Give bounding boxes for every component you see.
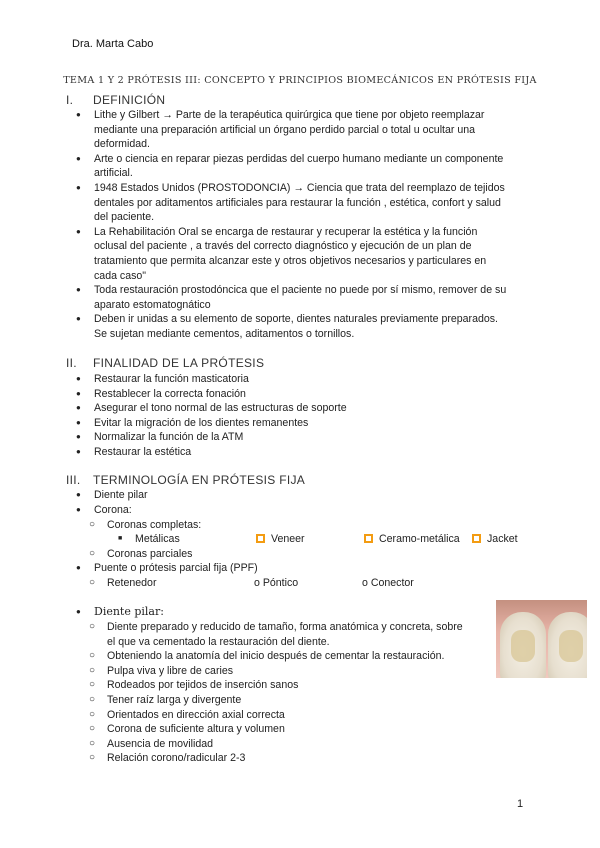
list-item: ○ Corona de suficiente altura y volumen <box>89 722 489 737</box>
checkbox-icon <box>364 534 373 543</box>
metalicas-label: Metálicas <box>135 533 180 545</box>
retenedor-label: Retenedor <box>107 577 157 589</box>
pontico-label: o Póntico <box>254 577 299 589</box>
list-item: ● Normalizar la función de la ATM <box>76 430 536 445</box>
list-item: ● Asegurar el tono normal de las estructuras de soporte <box>76 401 536 416</box>
list-item: ● Diente pilar: <box>76 605 496 620</box>
list-item: ○ Obteniendo la anatomía del inicio después de cementar la restauración. <box>89 649 489 664</box>
square-bullet-icon: ■ <box>118 535 123 542</box>
list-item: ● Corona: <box>76 503 536 518</box>
ceramo-option: Ceramo-metálica <box>364 532 460 547</box>
definition-list <box>76 108 536 342</box>
list-item: ○ Diente preparado y reducido de tamaño, forma anatómica y concreta, sobre el que va cementado la restauración del diente. <box>89 620 489 649</box>
list-item: ● Arte o ciencia en reparar piezas perdidas del cuerpo humano mediante un componente artificial. <box>76 152 536 181</box>
list-item: ○ Coronas parciales <box>89 547 529 562</box>
circle-bullet-icon: ○ <box>89 577 96 588</box>
list-item: ○ Pulpa viva y libre de caries <box>89 664 489 679</box>
checkbox-icon <box>256 534 265 543</box>
section-title: DEFINICIÓN <box>93 93 166 107</box>
section-3-heading: III. TERMINOLOGÍA EN PRÓTESIS FIJA <box>66 473 306 487</box>
section-2-heading: II. FINALIDAD DE LA PRÓTESIS <box>66 356 265 370</box>
page-number: 1 <box>517 798 524 810</box>
conector-label: o Conector <box>362 577 414 589</box>
list-item: ● Diente pilar <box>76 488 536 503</box>
list-item: ● Restaurar la función masticatoria <box>76 372 536 387</box>
tooth-photo <box>496 600 587 678</box>
corona-types-row <box>118 532 538 547</box>
list-item: ● Deben ir unidas a su elemento de soporte, dientes naturales previamente preparados. Se sujetan mediante cementos, aditamentos o tornillos. <box>76 312 536 341</box>
jacket-option: Jacket <box>472 532 518 547</box>
terminology-list <box>76 488 536 517</box>
section-number: I. <box>66 93 74 107</box>
corona-parcial-sublist <box>89 547 529 562</box>
list-item: ● Puente o prótesis parcial fija (PPF) <box>76 561 536 576</box>
section-1-heading <box>66 93 165 108</box>
list-item: ○ Rodeados por tejidos de inserción sanos <box>89 678 489 693</box>
diente-pilar-list <box>89 620 489 766</box>
veneer-option: Veneer <box>256 532 305 547</box>
list-item: ● Lithe y Gilbert → Parte de la terapéutica quirúrgica que tiene por objeto reemplazar mediante una preparación artificial un órgano perdido parcial o total u ocultar una deformidad. <box>76 108 536 152</box>
list-item: ● Toda restauración prostodóncica que el paciente no puede por sí mismo, remover de su aparato estomatognático <box>76 283 536 312</box>
puente-list <box>76 561 536 576</box>
list-item: ● Restablecer la correcta fonación <box>76 387 536 402</box>
author-name: Dra. Marta Cabo <box>72 38 154 50</box>
tooth-icon <box>500 612 546 678</box>
ppf-parts-row <box>89 576 529 591</box>
checkbox-icon <box>472 534 481 543</box>
tooth-icon <box>548 612 587 678</box>
purpose-list <box>76 372 536 460</box>
document-title: TEMA 1 Y 2 PRÓTESIS III: CONCEPTO Y PRINCIPIOS BIOMECÁNICOS EN PRÓTESIS FIJA <box>63 75 537 86</box>
list-item: ○ Ausencia de movilidad <box>89 737 489 752</box>
list-item: ○ Relación corono/radicular 2-3 <box>89 751 489 766</box>
list-item: ● 1948 Estados Unidos (PROSTODONCIA) → Ciencia que trata del reemplazo de tejidos dentales por aditamentos artificiales para restaurar la función , estética, confort y salud del paciente. <box>76 181 536 225</box>
list-item: ● Evitar la migración de los dientes remanentes <box>76 416 536 431</box>
list-item: ○ Coronas completas: <box>89 518 529 533</box>
diente-pilar-heading-list <box>76 605 496 620</box>
corona-sublist <box>89 518 529 533</box>
list-item: ● La Rehabilitación Oral se encarga de restaurar y recuperar la estética y la función oclusal del paciente , a través del correcto diagnóstico y ejecución de un plan de tratamiento que permita alcanzar este y otros objetivos necesarios y particulares en cada caso" <box>76 225 536 283</box>
list-item: ○ Tener raíz larga y divergente <box>89 693 489 708</box>
list-item: ○ Orientados en dirección axial correcta <box>89 708 489 723</box>
list-item: ● Restaurar la estética <box>76 445 536 460</box>
